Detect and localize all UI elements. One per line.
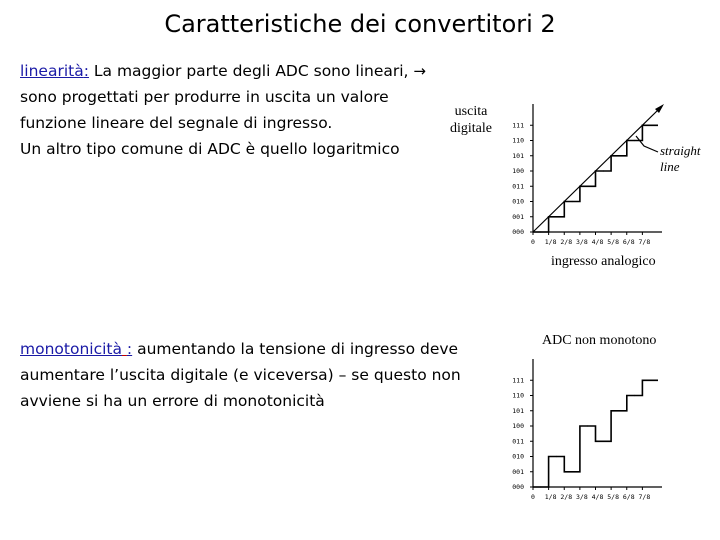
chart2-xtick-label: 5/8 (607, 493, 619, 501)
linearity-line3: funzione lineare del segnale di ingresso. (20, 114, 333, 132)
chart1-code-point (650, 125, 651, 126)
page-title: Caratteristiche dei convertitori 2 (164, 10, 556, 38)
chart1-xtick-label: 0 (531, 238, 535, 246)
chart1-ylabel: uscita digitale (450, 104, 492, 136)
chart2-code-point (650, 380, 651, 381)
chart2-staircase (533, 380, 658, 487)
straight-line-pointer (636, 136, 658, 152)
chart1-xtick-label: 4/8 (591, 238, 604, 246)
chart1-code-point (540, 231, 541, 232)
chart2-code-point (603, 441, 604, 442)
chart2-code-point (571, 471, 572, 472)
chart2-xtick-label: 3/8 (576, 493, 588, 501)
chart2-code-point (540, 486, 541, 487)
chart1-xtick-label: 1/8 (544, 238, 557, 246)
linearity-line1: La maggior parte degli ADC sono lineari, (88, 62, 414, 80)
chart2-code-point (587, 425, 588, 426)
chart1-ytick-label: 010 (512, 197, 524, 206)
chart1-code-point (603, 170, 604, 171)
monotonicity-line2: aumentare l’uscita digitale (e viceversa) – se questo non (20, 366, 461, 384)
chart2-ytick-label: 110 (512, 391, 524, 400)
chart1-ytick-label: 110 (512, 136, 524, 145)
chart2-code-point (556, 456, 557, 457)
linearity-keyword: linearità (20, 62, 84, 80)
straight-line-annotation: straight line (660, 143, 701, 174)
monotonicity-line1: aumentando la tensione di ingresso deve (132, 340, 459, 358)
chart1-ytick-label: 111 (512, 121, 524, 130)
linearity-line4: Un altro tipo comune di ADC è quello logaritmico (20, 140, 400, 158)
chart2-xtick-label: 1/8 (544, 493, 557, 501)
chart1-ytick-label: 001 (512, 212, 524, 221)
chart2-xtick-label: 0 (531, 493, 535, 501)
chart2-ytick-label: 111 (512, 376, 524, 385)
chart2-code-point (634, 395, 635, 396)
chart1-staircase (533, 125, 658, 232)
monotonicity-keyword: monotonicità (20, 340, 122, 358)
chart1-xtick-label: 6/8 (622, 238, 635, 246)
chart1-xtick-label: 5/8 (607, 238, 619, 246)
monotonicity-colon: : (126, 340, 133, 358)
chart1-code-point (587, 186, 588, 187)
linearity-colon: : (83, 62, 89, 80)
monotonicity-line3: avviene si ha un errore di monotonicità (20, 392, 325, 410)
chart1-code-point (618, 155, 619, 156)
chart2-title: ADC non monotono (542, 333, 657, 348)
chart2-ytick-label: 000 (512, 483, 524, 491)
linearity-line2: sono progettati per produrre in uscita un valore (20, 88, 389, 106)
chart1-xlabel: ingresso analogico (551, 254, 656, 269)
chart1-ytick-label: 011 (512, 182, 524, 191)
chart2-ytick-label: 011 (512, 437, 524, 446)
chart1-code-point (556, 216, 557, 217)
chart1-straight-line (533, 110, 658, 232)
arrow-right-icon: → (413, 62, 426, 80)
chart1-ytick-label: 101 (512, 151, 524, 160)
chart1-xtick-label: 3/8 (576, 238, 588, 246)
chart2-ytick-label: 010 (512, 452, 524, 461)
chart1-code-point (571, 201, 572, 202)
chart1-code-point (634, 140, 635, 141)
chart1-xtick-label: 2/8 (560, 238, 573, 246)
chart1-xtick-label: 7/8 (638, 238, 651, 246)
chart2-xtick-label: 4/8 (591, 493, 604, 501)
chart2-ytick-label: 001 (512, 467, 524, 476)
chart2-xtick-label: 7/8 (638, 493, 651, 501)
chart2-code-point (618, 410, 619, 411)
chart2-ytick-label: 100 (512, 422, 524, 430)
chart1-ytick-label: 000 (512, 228, 524, 236)
chart2-ytick-label: 101 (512, 406, 524, 415)
chart2-xtick-label: 6/8 (622, 493, 635, 501)
chart2-xtick-label: 2/8 (560, 493, 573, 501)
chart1-ytick-label: 100 (512, 167, 524, 175)
